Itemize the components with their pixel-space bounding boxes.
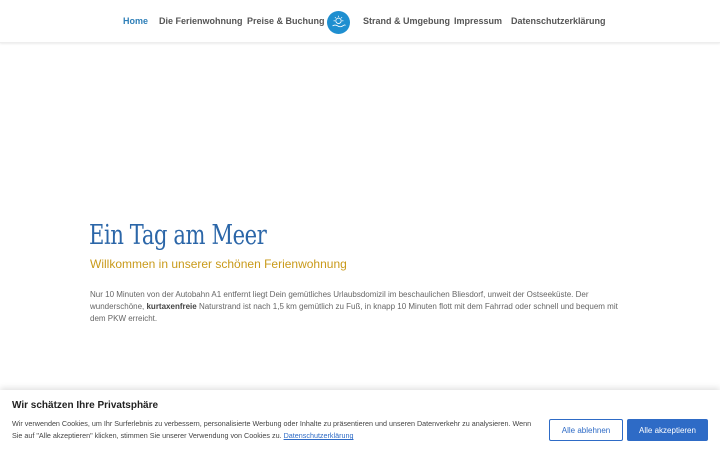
logo-graphic (330, 14, 347, 31)
decline-all-button[interactable]: Alle ablehnen (549, 419, 623, 441)
accept-all-button[interactable]: Alle akzeptieren (627, 419, 708, 441)
hero-subtitle: Willkommen in unserer schönen Ferienwohnung (90, 257, 347, 271)
hero-text-part2: Naturstrand ist nach 1,5 km gemütlich zu Fuß, in knapp 10 Minuten flott mit dem Fahrrad oder schnell und bequem mit dem PKW erreicht. (90, 302, 618, 323)
nav-item-preise-buchung[interactable]: Preise & Buchung (247, 16, 325, 26)
nav-item-ferienwohnung[interactable]: Die Ferienwohnung (159, 16, 243, 26)
nav-item-datenschutz[interactable]: Datenschutzerklärung (511, 16, 606, 26)
nav-item-impressum[interactable]: Impressum (454, 16, 503, 26)
cookie-title: Wir schätzen Ihre Privatsphäre (12, 400, 159, 411)
header (0, 0, 720, 43)
nav-item-strand-umgebung[interactable]: Strand & Umgebung (363, 16, 450, 26)
hero-title: Ein Tag am Meer (89, 220, 267, 251)
cookie-banner (0, 390, 720, 450)
nav-item-home[interactable]: Home (123, 16, 149, 26)
privacy-policy-link[interactable]: Datenschutzerklärung (283, 431, 354, 440)
hero-text-bold: kurtaxenfreie (146, 302, 197, 311)
hero-description (90, 289, 630, 325)
cookie-text-body: Wir verwenden Cookies, um Ihr Surferlebnis zu verbessern, personalisierte Werbung oder Inhalte zu präsentieren und unseren Datenverkehr zu analysieren. Wenn Sie auf "Alle akzeptieren" klicken, stimmen Sie unserer Verwendung von Cookies zu. (12, 419, 532, 440)
cookie-text (12, 418, 542, 442)
sun-wave-logo-icon[interactable] (327, 11, 350, 34)
hero-text-part1: Nur 10 Minuten von der Autobahn A1 entfernt liegt Dein gemütliches Urlaubsdomizil im beschaulichen Bliesdorf, unweit der Ostseeküste. Der wunderschöne, (90, 290, 589, 311)
